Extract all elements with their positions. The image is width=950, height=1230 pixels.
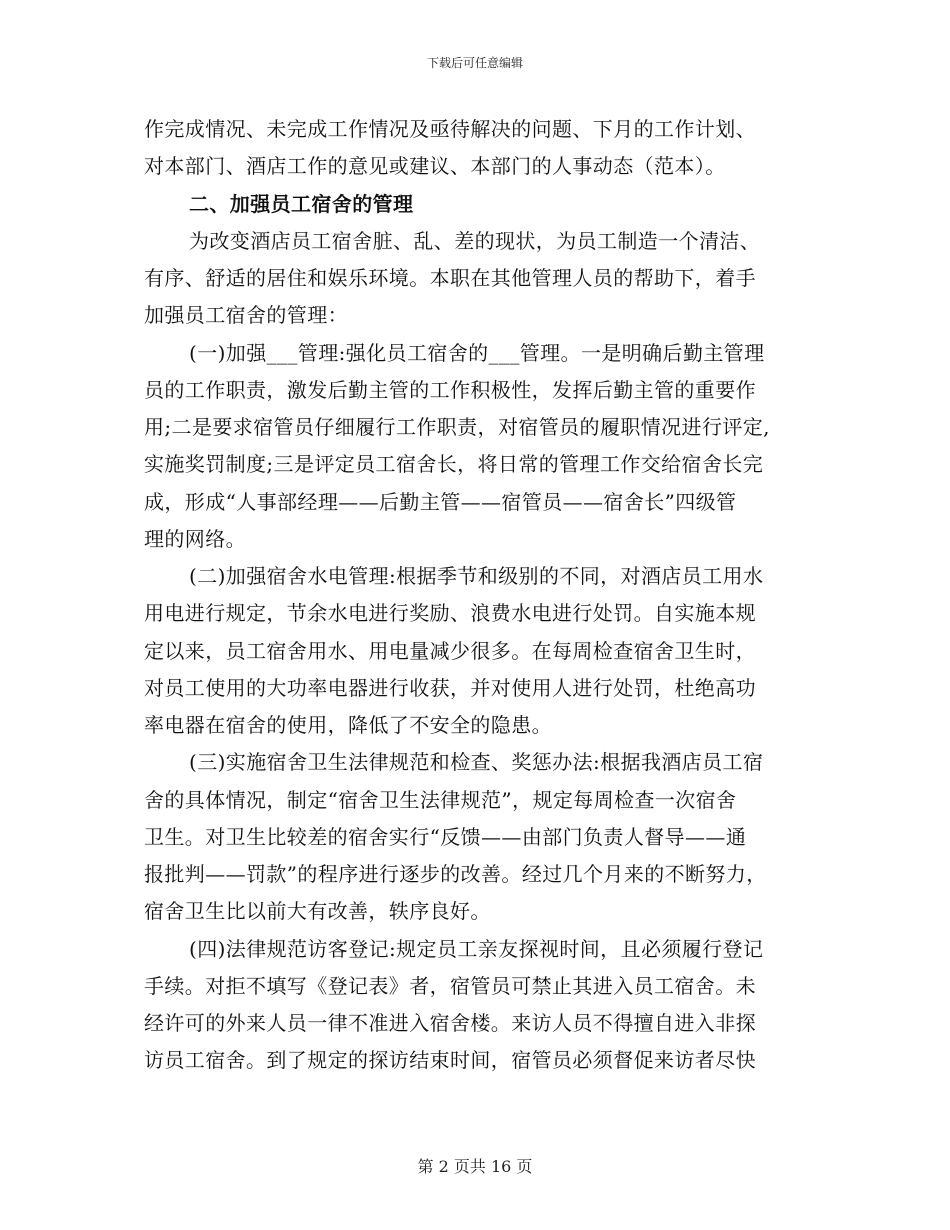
paragraph-line: (三)实施宿舍卫生法律规范和检查、奖惩办法:根据我酒店员工宿 bbox=[189, 750, 764, 775]
paragraph-line: (二)加强宿舍水电管理:根据季节和级别的不同，对酒店员工用水 bbox=[189, 564, 764, 588]
paragraph-line: 经许可的外来人员一律不准进入宿舍楼。来访人员不得擅自进入非探 bbox=[144, 1011, 756, 1035]
paragraph-line: 卫生。对卫生比较差的宿舍实行“反馈——由部门负责人督导——通 bbox=[144, 824, 747, 849]
paragraph-line: 用电进行规定，节余水电进行奖励、浪费水电进行处罚。自实施本规 bbox=[144, 601, 756, 626]
document-body bbox=[144, 111, 824, 1080]
section-heading: 二、加强员工宿舍的管理 bbox=[189, 191, 414, 216]
page-header: 下载后可任意编辑 bbox=[426, 56, 523, 70]
paragraph-line: 对员工使用的大功率电器进行收获，并对使用人进行处罚，杜绝高功 bbox=[144, 675, 756, 700]
paragraph-line: 宿舍卫生比以前大有改善，轶序良好。 bbox=[144, 899, 491, 924]
paragraph-line: 报批判——罚款”的程序进行逐步的改善。经过几个月来的不断努力， bbox=[144, 862, 767, 886]
paragraph-line: 率电器在宿舍的使用，降低了不安全的隐患。 bbox=[144, 713, 552, 737]
paragraph-line: 对本部门、酒店工作的意见或建议、本部门的人事动态（范本）。 bbox=[144, 154, 726, 179]
paragraph-line: 作完成情况、未完成工作情况及亟待解决的问题、下月的工作计划、 bbox=[144, 117, 756, 141]
page-footer: 第 2 页共 16 页 bbox=[417, 1157, 533, 1176]
paragraph-line: 手续。对拒不填写《登记表》者，宿管员可禁止其进入员工宿舍。未 bbox=[144, 973, 756, 998]
paragraph-line: 员的工作职责，激发后勤主管的工作积极性，发挥后勤主管的重要作 bbox=[144, 377, 756, 402]
paragraph-line: 为改变酒店员工宿舍脏、乱、差的现状，为员工制造一个清洁、 bbox=[189, 228, 761, 253]
paragraph-line: 理的网络。 bbox=[144, 526, 246, 551]
paragraph-line: 定以来，员工宿舍用水、用电量减少很多。在每周检查宿舍卫生时， bbox=[144, 638, 756, 663]
paragraph-line: 访员工宿舍。到了规定的探访结束时间，宿管员必须督促来访者尽快 bbox=[144, 1048, 756, 1073]
paragraph-line: 加强员工宿舍的管理： bbox=[144, 303, 348, 328]
paragraph-line: 实施奖罚制度;三是评定员工宿舍长，将日常的管理工作交给宿舍长完 bbox=[144, 452, 764, 477]
paragraph-line: (一)加强___管理:强化员工宿舍的___管理。一是明确后勤主管理 bbox=[189, 340, 765, 365]
paragraph-line: 用;二是要求宿管员仔细履行工作职责，对宿管员的履职情况进行评定, bbox=[144, 415, 770, 439]
paragraph-line: (四)法律规范访客登记:规定员工亲友探视时间，且必须履行登记 bbox=[189, 936, 764, 961]
paragraph-line: 成，形成“人事部经理——后勤主管——宿管员——宿舍长”四级管 bbox=[144, 489, 737, 514]
paragraph-line: 舍的具体情况，制定“宿舍卫生法律规范”，规定每周检查一次宿舍 bbox=[144, 787, 737, 812]
paragraph-line: 有序、舒适的居住和娱乐环境。本职在其他管理人员的帮助下，着手 bbox=[144, 266, 756, 290]
